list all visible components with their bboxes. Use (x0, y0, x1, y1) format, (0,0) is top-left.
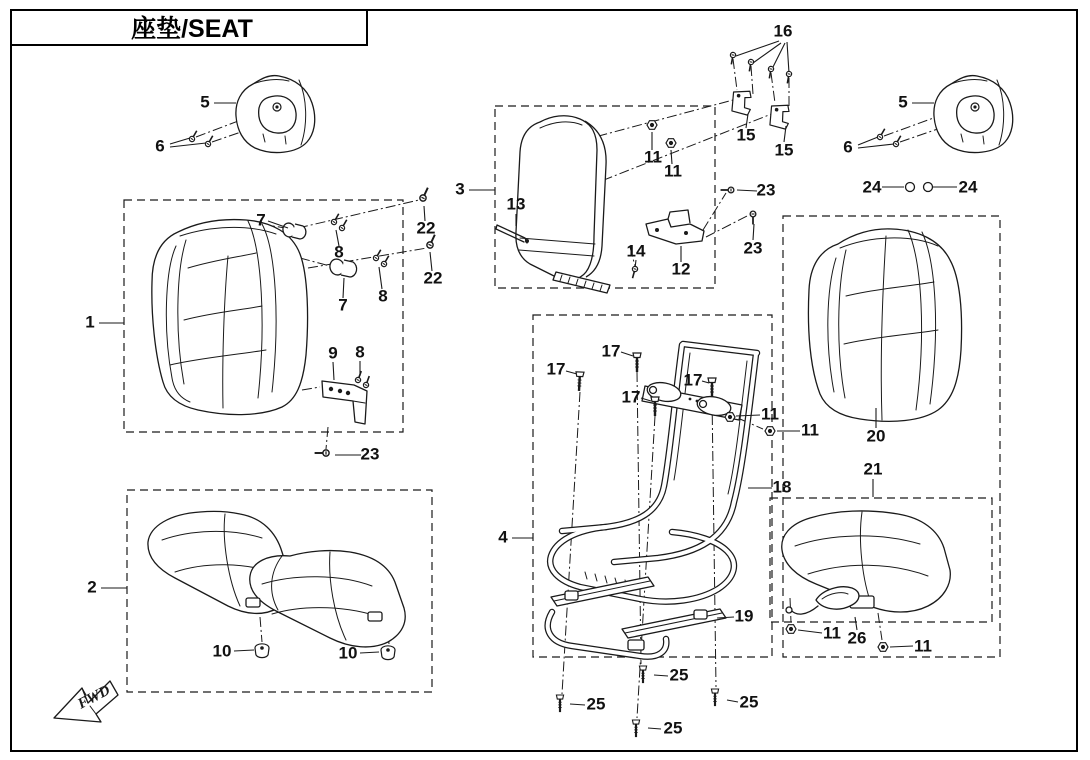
washer-24 (906, 183, 915, 192)
part-callout-24: 24 (958, 177, 978, 197)
part-callout-26: 26 (847, 628, 867, 648)
part-callout-14: 14 (626, 241, 646, 261)
bench-seat-cushion-2 (148, 511, 405, 647)
screw-8 (338, 218, 349, 231)
part-callout-2: 2 (87, 577, 97, 597)
mounting-bracket-9 (322, 381, 367, 424)
bolt-17 (633, 353, 641, 372)
part-callout-18: 18 (772, 477, 792, 497)
part-callout-11: 11 (914, 636, 932, 656)
part-callout-1: 1 (85, 312, 95, 332)
bolt-25 (556, 695, 563, 712)
part-callout-25: 25 (663, 718, 683, 738)
part-callout-4: 4 (498, 527, 508, 547)
part-callout-16: 16 (773, 21, 793, 41)
seat-bottom-cushion-21 (782, 511, 951, 612)
part-callout-24: 24 (862, 177, 882, 197)
part-callout-17: 17 (546, 359, 566, 379)
hinge-bracket-12 (646, 210, 704, 244)
seat-frame-4 (550, 344, 757, 602)
nut-11 (878, 643, 888, 652)
clip-15-left (731, 89, 753, 115)
part-callout-12: 12 (671, 259, 691, 279)
part-callout-25: 25 (739, 692, 759, 712)
part-callout-15: 15 (774, 140, 794, 160)
nut-11 (786, 625, 796, 634)
bolt-17 (651, 397, 659, 416)
part-callout-8: 8 (334, 242, 344, 262)
bolt-25 (711, 689, 718, 706)
nut-11 (666, 139, 676, 148)
part-callout-25: 25 (586, 694, 606, 714)
capnut-10 (381, 646, 395, 660)
headrest-left (236, 76, 315, 153)
nut-11 (765, 427, 775, 436)
bolt-17 (575, 372, 584, 391)
part-callout-8: 8 (378, 286, 388, 306)
clip-15-right (769, 103, 791, 129)
part-callout-25: 25 (669, 665, 689, 685)
part-callout-23: 23 (360, 444, 380, 464)
nut-11 (725, 413, 735, 422)
part-callout-7: 7 (256, 210, 266, 230)
part-callout-5: 5 (898, 92, 908, 112)
part-callout-3: 3 (455, 179, 465, 199)
fwd-arrow (54, 681, 118, 722)
screw-14 (630, 266, 638, 279)
screw-8 (372, 248, 383, 261)
bolt-17 (708, 378, 716, 397)
page-title: 座垫/SEAT (131, 15, 253, 43)
screw-8 (363, 375, 372, 388)
bolt-23 (750, 211, 756, 224)
screw-16 (767, 66, 774, 79)
part-callout-21: 21 (863, 459, 883, 479)
part-callout-5: 5 (200, 92, 210, 112)
seat-back-cushion-20 (808, 229, 961, 421)
capnut-10 (255, 644, 269, 658)
part-callout-19: 19 (734, 606, 754, 626)
screw-8 (355, 370, 364, 383)
fwd-arrow-label: FWD (75, 682, 113, 713)
part-callout-20: 20 (866, 426, 886, 446)
screw-16 (729, 52, 736, 65)
seat-back-3 (516, 116, 610, 293)
bolt-25 (632, 720, 639, 737)
screw-22 (419, 186, 431, 202)
part-callout-7: 7 (338, 295, 348, 315)
washer-24 (924, 183, 933, 192)
part-callout-13: 13 (506, 194, 526, 214)
part-callout-9: 9 (328, 343, 338, 363)
part-callout-6: 6 (155, 136, 165, 156)
part-callout-22: 22 (423, 268, 443, 288)
part-callout-8: 8 (355, 342, 365, 362)
part-callout-11: 11 (664, 161, 682, 181)
bolt-23 (315, 450, 330, 456)
part-callout-11: 11 (801, 420, 819, 440)
part-callout-17: 17 (621, 387, 641, 407)
part-callout-17: 17 (683, 370, 703, 390)
slide-rails-19 (548, 577, 726, 657)
part-callout-22: 22 (416, 218, 436, 238)
part-callout-10: 10 (338, 643, 358, 663)
screw-6 (876, 127, 887, 140)
part-callout-11: 11 (761, 404, 779, 424)
part-callout-23: 23 (743, 238, 763, 258)
part-callout-6: 6 (843, 137, 853, 157)
part-callout-23: 23 (756, 180, 776, 200)
bolt-23 (721, 187, 734, 193)
bolt-25 (639, 666, 646, 683)
part-callout-15: 15 (736, 125, 756, 145)
nut-11 (647, 121, 657, 130)
part-callout-11: 11 (823, 623, 841, 643)
screw-16 (785, 71, 792, 84)
screw-8 (330, 212, 341, 225)
screw-8 (380, 254, 391, 267)
latch-lever-26 (786, 587, 859, 614)
part-callout-17: 17 (601, 341, 621, 361)
part-callout-10: 10 (212, 641, 232, 661)
seat-back-cushion-1 (152, 220, 308, 415)
part-callout-11: 11 (644, 147, 662, 167)
headrest-right (934, 76, 1013, 153)
screw-16 (747, 59, 754, 72)
